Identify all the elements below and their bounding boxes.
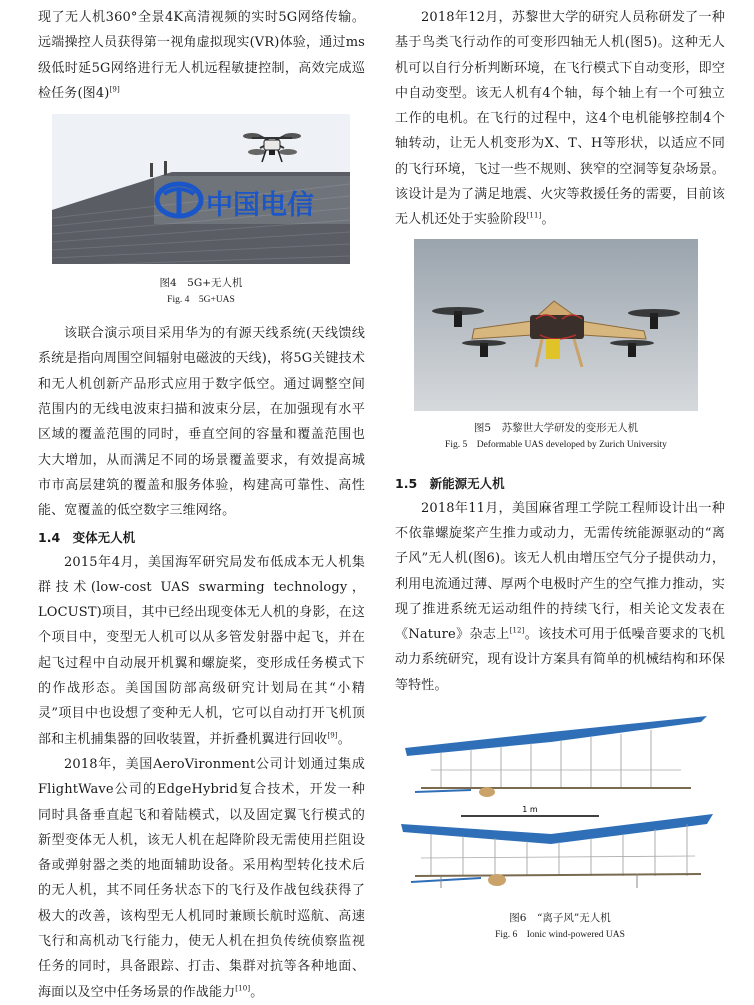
paragraph-zurich: 2018年12月，苏黎世大学的研究人员称研发了一种基于鸟类飞行动作的可变形四轴无人机(图5)。这种无人机可以自行分析判断环境，在飞行模式下自动变形，即空中自动变型。该无人机有4个轴，每个轴上有一个可独立工作的电机。在飞行的过程中，这4个电机能够控制4个轴转动，让无人机变形为X、T、H等形状，以适应不同的飞行环境，飞过一些不规则、狭窄的空洞等复杂场景。该设计是为了满足地震、火灾等救援任务的需要，目前该无人机还处于实验阶段[11]。 xyxy=(395,10,725,228)
figure-4 xyxy=(52,114,350,308)
left-column xyxy=(38,0,365,1005)
china-telecom-logo xyxy=(154,176,350,224)
citation: [12] xyxy=(509,626,525,635)
scale-bar-label: 1 m xyxy=(522,805,538,815)
figure-6-image xyxy=(401,712,719,907)
figure-5-image xyxy=(414,239,698,411)
section-heading-1-4: 1.4 变体无人机 xyxy=(38,529,136,545)
logo-text: 中国电信 xyxy=(206,190,314,222)
citation: [11] xyxy=(526,212,542,221)
figure-5-caption-cn: 图5 苏黎世大学研发的变形无人机 xyxy=(473,421,639,434)
figure-4-caption-cn: 图4 5G+无人机 xyxy=(159,277,243,290)
paragraph-aerovironment: 2018年，美国AeroVironment公司计划通过集成FlightWave公司的EdgeHybrid复合技术，开发一种同时具备垂直起飞和着陆模式，以及固定翼飞行模式的新型变体无人机，该无人机在起降阶段无需使用拦阻设备或弹射器之类的地面辅助设备。采用构型转化技术后的无人机，其不同任务状态下的飞行及作战包线获得了极大的改善，该构型无人机同时兼顾长航时巡航、高速飞行和高机动飞行能力，使无人机在担负传统侦察监视任务的同时，具备跟踪、打击、集群对抗等各种地面、海面以及空中任务场景的作战能力[10]。 xyxy=(38,756,365,1000)
citation: [9] xyxy=(109,85,120,94)
section-heading-1-5: 1.5 新能源无人机 xyxy=(395,475,505,491)
figure-5-caption-en: Fig. 5 Deformable UAS developed by Zurich University xyxy=(445,439,667,450)
right-column xyxy=(395,0,725,943)
figure-4-caption-en: Fig. 4 5G+UAS xyxy=(167,295,235,306)
figure-4-image xyxy=(52,114,350,264)
paragraph-5g-inspection: 现了无人机360°全景4K高清视频的实时5G网络传输。远端操控人员获得第一视角虚拟现实(VR)体验，通过ms级低时延5G网络进行无人机远程敏捷控制，高效完成巡检任务(图4)[9] xyxy=(38,10,365,101)
figure-6-caption-cn: 图6 “离子风”无人机 xyxy=(509,912,611,925)
paragraph-active-antenna: 该联合演示项目采用华为的有源天线系统(天线馈线系统是指向周围空间辐射电磁波的天线)，将5G关键技术和无人机创新产品形式应用于数字低空。通过调整空间范围内的无线电波束扫描和波束分层，在加强现有水平区域的覆盖范围的同时，垂直空间的容量和覆盖范围也大大增加，从而满足不同的场景覆盖要求，有效提高城市市高层建筑的覆盖和服务体验，构建高可靠性、高性能、宽覆盖的低空数字三维网络。 xyxy=(38,326,365,519)
figure-5 xyxy=(414,239,698,453)
paragraph-locust: 2015年4月，美国海军研究局发布低成本无人机集群技术(low-cost UAS swarming technology，LOCUST)项目，其中已经出现变体无人机的身影，在这个项目中，变型无人机可以从多管发射器中起飞，并在起飞过程中自动展开机翼和螺旋桨，变形成任务模式下的作战形态。美国国防部高级研究计划局在其“小精灵”项目中也设想了变种无人机，它可以自动打开飞机顶部和主机捕集器的回收装置，并折叠机翼进行回收[9]。 xyxy=(38,554,365,747)
figure-6 xyxy=(401,712,719,943)
citation: [10] xyxy=(235,984,251,993)
figure-6-caption-en: Fig. 6 Ionic wind-powered UAS xyxy=(495,930,625,941)
citation: [9] xyxy=(327,731,338,740)
paragraph-ionic-wind: 2018年11月，美国麻省理工学院工程师设计出一种不依靠螺旋桨产生推力或动力，无需传统能源驱动的“离子风”无人机(图6)。该无人机由增压空气分子提供动力，利用电流通过薄、厚两个电极时产生的空气推力推动，实现了推进系统无运动组件的持续飞行，相关论文发表在《Nature》杂志上[12]。该技术可用于低噪音要求的飞机动力系统研究，现有设计方案具有简单的机械结构和环保等特性。 xyxy=(395,500,725,693)
